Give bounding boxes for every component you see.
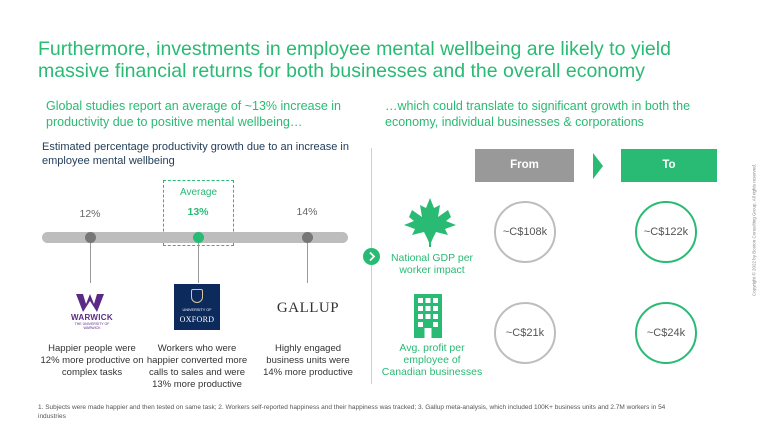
right-subtitle: …which could translate to significant growth in both the economy, individual businesses & corporations [385,99,691,129]
profit-row-label: Avg. profit per employee of Canadian businesses [381,342,483,378]
average-percent: 13% [187,206,209,218]
warwick-logo-text: WARWICK [71,313,113,322]
slide-title: Furthermore, investments in employee mental wellbeing are likely to yield massive financial returns for both businesses and the overall economy [38,38,671,82]
warwick-logo-subtext: THE UNIVERSITY OF WARWICK [74,322,110,330]
gdp-row-label: National GDP per worker impact [390,252,474,276]
warwick-logo [66,294,118,330]
gdp-from-value: ~C$108k [494,201,556,263]
maple-leaf-icon [402,197,458,247]
copyright-notice: Copyright © 2022 by Boston Consulting Group. All rights reserved. [751,163,757,297]
warwick-finding: Happier people were 12% more productive on complex tasks [40,343,144,378]
footnote: 1. Subjects were made happier and then tested on same task; 2. Workers self-reported happiness and their happiness was tracked; 3. Gallup meta-analysis, which included 100K+ business units and 2.7M workers in 54 industries [38,404,666,420]
gallup-point [302,232,313,243]
average-point [193,232,204,243]
gallup-finding: Highly engaged business units were 14% more productive [263,343,353,378]
chevron-right-icon [363,248,380,265]
chart-title: Estimated percentage productivity growth due to an increase in employee mental wellbeing [42,141,349,167]
oxford-crest-icon [191,289,203,303]
warwick-percent: 12% [79,208,101,220]
oxford-logo-top: UNIVERSITY OF [182,308,212,312]
arrow-right-icon [593,153,603,179]
left-subtitle: Global studies report an average of ~13% increase in productivity due to positive mental wellbeing… [46,99,341,129]
from-header: From [475,149,574,182]
oxford-finding: Workers who were happier converted more calls to sales and were 13% more productive [146,343,248,390]
oxford-logo-name: OXFORD [179,315,215,324]
gallup-connector [307,243,308,283]
gdp-to-value: ~C$122k [635,201,697,263]
warwick-point [85,232,96,243]
average-label: Average [179,187,218,198]
office-building-icon [414,294,442,338]
gallup-percent: 14% [296,206,318,218]
section-divider [371,148,372,384]
to-header: To [621,149,717,182]
profit-from-value: ~C$21k [494,302,556,364]
warwick-crest-icon [76,294,104,312]
profit-to-value: ~C$24k [635,302,697,364]
warwick-connector [90,243,91,283]
oxford-logo [174,284,220,330]
gallup-logo: GALLUP [276,300,340,316]
oxford-connector [198,243,199,283]
